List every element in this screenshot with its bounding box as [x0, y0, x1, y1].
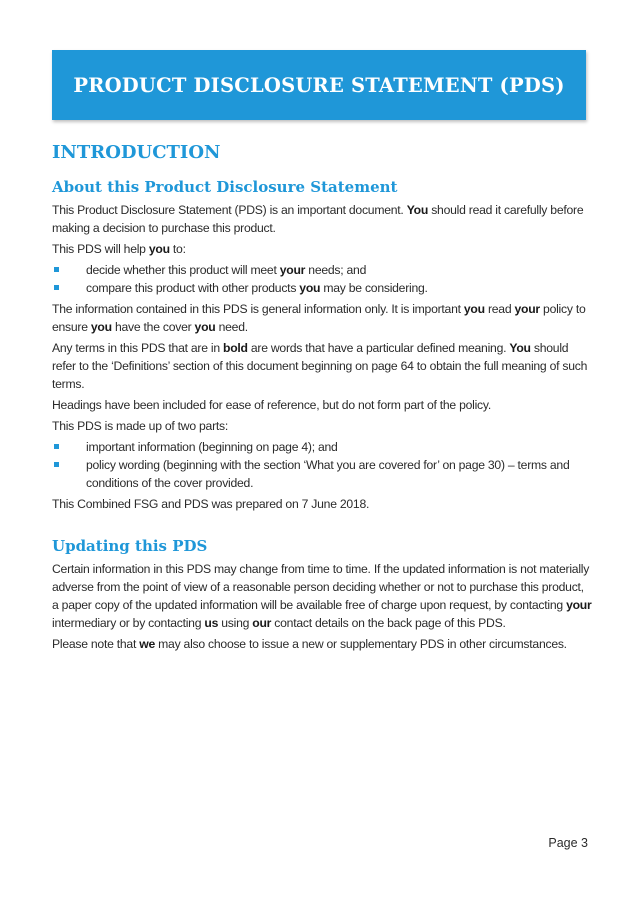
- bullet-list: [52, 438, 592, 492]
- bullet-list: [52, 261, 592, 297]
- subheading-about-pds: About this Product Disclosure Statement: [52, 178, 398, 196]
- title-banner: [52, 50, 586, 120]
- paragraph: This Product Disclosure Statement (PDS) is an important document. You should read it carefully before making a decision to purchase this product.: [52, 203, 584, 235]
- paragraph: Headings have been included for ease of reference, but do not form part of the policy.: [52, 398, 491, 412]
- list-item: decide whether this product will meet your needs; and: [52, 261, 592, 279]
- square-bullet-icon: [54, 285, 59, 290]
- page-title: PRODUCT DISCLOSURE STATEMENT (PDS): [73, 73, 565, 97]
- paragraph: This PDS will help you to:: [52, 242, 186, 256]
- subheading-updating-pds: Updating this PDS: [52, 537, 208, 555]
- square-bullet-icon: [54, 444, 59, 449]
- square-bullet-icon: [54, 462, 59, 467]
- paragraph: This PDS is made up of two parts:: [52, 419, 228, 433]
- list-item: policy wording (beginning with the section ‘What you are covered for’ on page 30) – terms and conditions of the cover provided.: [52, 456, 592, 492]
- page-number: Page 3: [548, 836, 588, 850]
- paragraph: The information contained in this PDS is general information only. It is important you read your policy to ensure you have the cover you need.: [52, 302, 586, 334]
- list-item: important information (beginning on page 4); and: [52, 438, 592, 456]
- section-heading-introduction: INTRODUCTION: [52, 142, 221, 163]
- paragraph: Any terms in this PDS that are in bold are words that have a particular defined meaning. You should refer to the ‘Definitions’ section of this document beginning on page 64 to obtain the full meaning of such terms.: [52, 341, 588, 391]
- paragraph: Please note that we may also choose to issue a new or supplementary PDS in other circumstances.: [52, 637, 567, 651]
- list-item: compare this product with other products you may be considering.: [52, 279, 592, 297]
- paragraph: Certain information in this PDS may change from time to time. If the updated information is not materially adverse from the point of view of a reasonable person deciding whether or not to purchase this product, a paper copy of the updated information will be available free of charge upon request, by contacting your intermediary or by contacting us using our contact details on the back page of this PDS.: [52, 562, 592, 630]
- square-bullet-icon: [54, 267, 59, 272]
- paragraph: This Combined FSG and PDS was prepared on 7 June 2018.: [52, 497, 370, 511]
- document-body: [52, 140, 592, 653]
